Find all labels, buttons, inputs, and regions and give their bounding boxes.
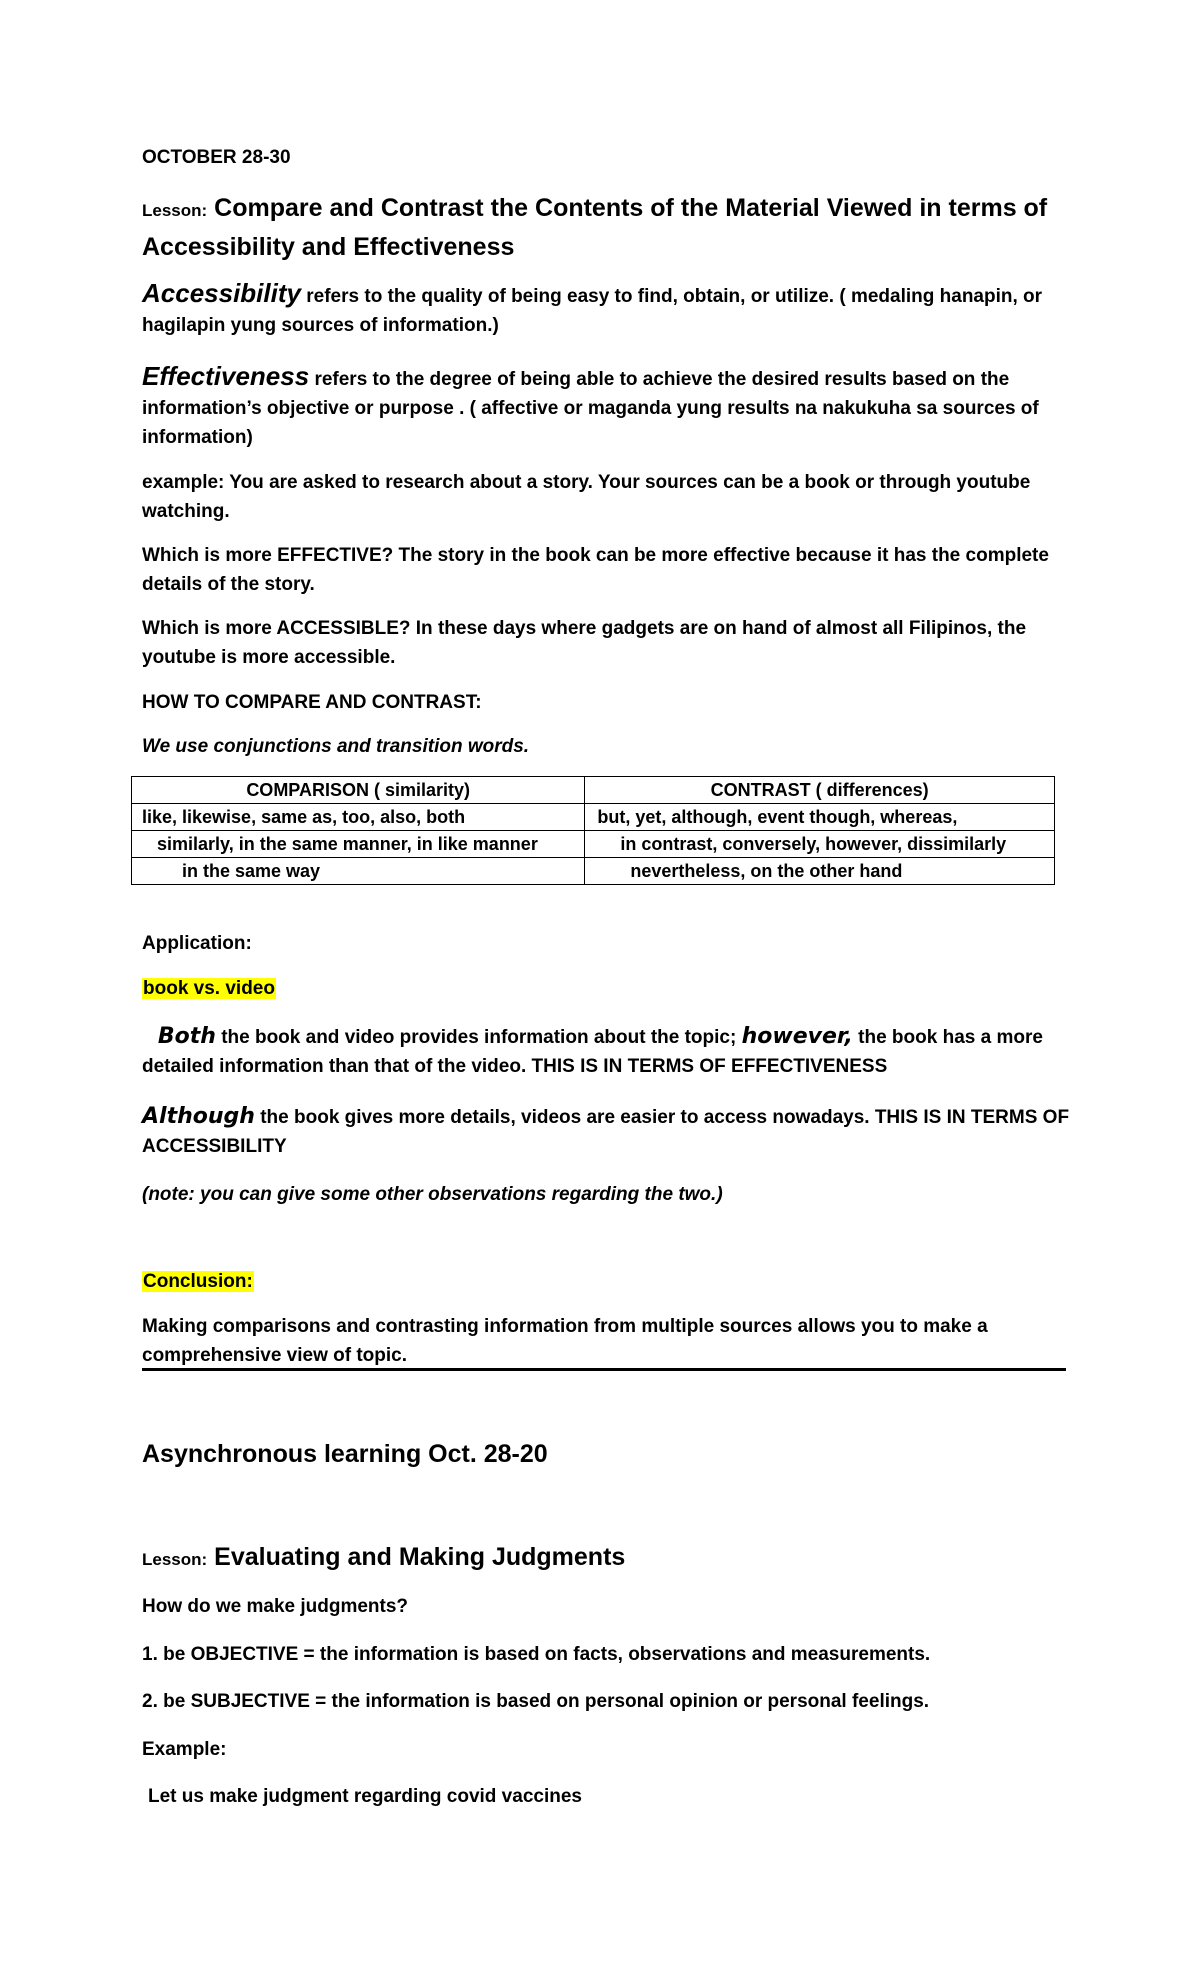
effectiveness-def-line2: information’s objective or purpose . ( affective or maganda yung results na nakukuha sa sources of xyxy=(142,398,1039,419)
accessibility-term: Accessibility xyxy=(142,278,301,308)
both-word: Both xyxy=(157,1024,216,1049)
accessible-question xyxy=(142,614,1072,672)
conclusion-paragraph xyxy=(142,1312,1072,1370)
although-line2: ACCESSIBILITY xyxy=(142,1136,287,1157)
table-row xyxy=(132,858,1055,885)
table-cell: in contrast, conversely, however, dissimilarly xyxy=(585,831,1055,858)
accessibility-definition xyxy=(142,279,1072,340)
date-heading: OCTOBER 28-30 xyxy=(142,147,291,168)
conjunctions-note: We use conjunctions and transition words. xyxy=(142,736,530,757)
lesson-title xyxy=(142,190,1072,266)
however-word: however, xyxy=(741,1024,853,1049)
note-text: (note: you can give some other observations regarding the two.) xyxy=(142,1184,723,1205)
accessible-q-line2: youtube is more accessible. xyxy=(142,647,396,668)
example-line1: example: You are asked to research about a story. Your sources can be a book or through youtube xyxy=(142,472,1031,493)
how-heading: HOW TO COMPARE AND CONTRAST: xyxy=(142,692,482,713)
table-header-comparison: COMPARISON ( similarity) xyxy=(132,777,585,804)
effectiveness-definition xyxy=(142,362,1072,452)
judgment-question: How do we make judgments? xyxy=(142,1596,409,1617)
lesson2-title-text: Evaluating and Making Judgments xyxy=(214,1543,626,1571)
table-header-row xyxy=(132,777,1055,804)
example2-text: Let us make judgment regarding covid vaccines xyxy=(148,1786,582,1807)
example-paragraph xyxy=(142,468,1072,526)
section-divider xyxy=(142,1368,1066,1371)
effectiveness-def-line1: refers to the degree of being able to achieve the desired results based on the xyxy=(314,369,1010,390)
both-text-a: the book and video provides information about the topic; xyxy=(221,1027,737,1048)
example2-label: Example: xyxy=(142,1739,227,1760)
effective-q-line2: details of the story. xyxy=(142,574,315,595)
lesson-prefix: Lesson: xyxy=(142,201,208,220)
compare-contrast-table xyxy=(131,776,1055,885)
conclusion-line2: comprehensive view of topic. xyxy=(142,1345,408,1366)
book-vs-video-highlight: book vs. video xyxy=(143,978,275,999)
both-paragraph xyxy=(142,1022,1072,1081)
objective-item: 1. be OBJECTIVE = the information is based on facts, observations and measurements. xyxy=(142,1644,931,1665)
table-cell: nevertheless, on the other hand xyxy=(585,858,1055,885)
table-row xyxy=(132,831,1055,858)
async-title: Asynchronous learning Oct. 28-20 xyxy=(142,1440,548,1468)
lesson2-prefix: Lesson: xyxy=(142,1550,208,1569)
subjective-item: 2. be SUBJECTIVE = the information is based on personal opinion or personal feelings. xyxy=(142,1691,930,1712)
accessibility-def-line1: refers to the quality of being easy to find, obtain, or utilize. ( medaling hanapin, or xyxy=(306,286,1043,307)
lesson-title-line1: Compare and Contrast the Contents of the Material Viewed in terms of xyxy=(214,194,1048,222)
lesson-title-line2: Accessibility and Effectiveness xyxy=(142,233,515,261)
effective-question xyxy=(142,541,1072,599)
conclusion-line1: Making comparisons and contrasting information from multiple sources allows you to make a xyxy=(142,1316,988,1337)
table-cell: in the same way xyxy=(132,858,585,885)
lesson2-title xyxy=(142,1539,1072,1578)
application-label: Application: xyxy=(142,933,252,954)
effectiveness-def-line3: information) xyxy=(142,427,253,448)
table-header-contrast: CONTRAST ( differences) xyxy=(585,777,1055,804)
table-cell: but, yet, although, event though, whereas, xyxy=(585,804,1055,831)
both-line2: detailed information than that of the video. THIS IS IN TERMS OF EFFECTIVENESS xyxy=(142,1056,888,1077)
effectiveness-term: Effectiveness xyxy=(142,361,310,391)
table-cell: like, likewise, same as, too, also, both xyxy=(132,804,585,831)
although-word: Although xyxy=(142,1104,255,1129)
conclusion-label: Conclusion: xyxy=(143,1271,253,1292)
both-text-b: the book has a more xyxy=(858,1027,1043,1048)
effective-q-line1: Which is more EFFECTIVE? The story in the book can be more effective because it has the complete xyxy=(142,545,1049,566)
accessible-q-line1: Which is more ACCESSIBLE? In these days where gadgets are on hand of almost all Filipinos, the xyxy=(142,618,1027,639)
table-cell: similarly, in the same manner, in like manner xyxy=(132,831,585,858)
accessibility-def-line2: hagilapin yung sources of information.) xyxy=(142,315,499,336)
although-paragraph xyxy=(142,1102,1072,1161)
although-text: the book gives more details, videos are easier to access nowadays. THIS IS IN TERMS OF xyxy=(260,1107,1070,1128)
example-line2: watching. xyxy=(142,501,230,522)
table-row xyxy=(132,804,1055,831)
